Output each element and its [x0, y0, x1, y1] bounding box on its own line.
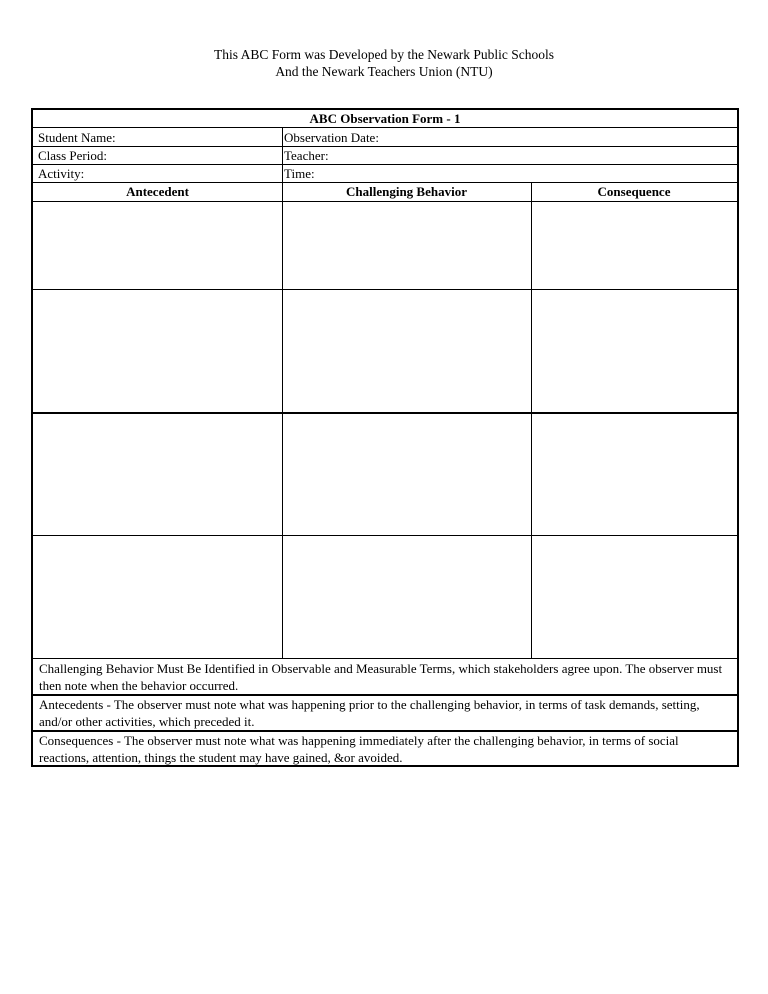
- student-name-label: Student Name:: [38, 130, 116, 145]
- column-header-consequence: Consequence: [597, 184, 671, 199]
- column-divider: [282, 182, 283, 658]
- column-divider: [531, 182, 532, 658]
- column-header-antecedent: Antecedent: [126, 184, 189, 199]
- row-divider: [33, 658, 737, 659]
- class-period-label: Class Period:: [38, 148, 107, 163]
- teacher-label: Teacher:: [284, 148, 329, 163]
- note-consequences: Consequences - The observer must note what was happening immediately after the challenging behavior, in terms of social reactions, attention, things the student may have gained, &or avoided.: [39, 733, 679, 765]
- column-header-challenging-behavior: Challenging Behavior: [346, 184, 467, 199]
- header-line-2: And the Newark Teachers Union (NTU): [275, 64, 493, 79]
- row-divider: [33, 289, 737, 290]
- observation-date-label: Observation Date:: [284, 130, 379, 145]
- row-divider: [33, 535, 737, 536]
- time-label: Time:: [284, 166, 315, 181]
- note-antecedents: Antecedents - The observer must note what was happening prior to the challenging behavior, in terms of task demands, setting, and/or other activities, which preceded it.: [39, 697, 700, 729]
- abc-observation-form: [31, 108, 739, 767]
- row-divider: [33, 201, 737, 202]
- row-divider: [33, 164, 737, 165]
- note-challenging-behavior: Challenging Behavior Must Be Identified in Observable and Measurable Terms, which stakeholders agree upon. The observer must then note when the behavior occurred.: [39, 661, 723, 693]
- activity-label: Activity:: [38, 166, 85, 181]
- row-divider: [33, 412, 737, 414]
- row-divider: [33, 146, 737, 147]
- header-line-1: This ABC Form was Developed by the Newark Public Schools: [213, 47, 555, 62]
- row-divider: [33, 127, 737, 128]
- form-title: ABC Observation Form - 1: [309, 111, 461, 126]
